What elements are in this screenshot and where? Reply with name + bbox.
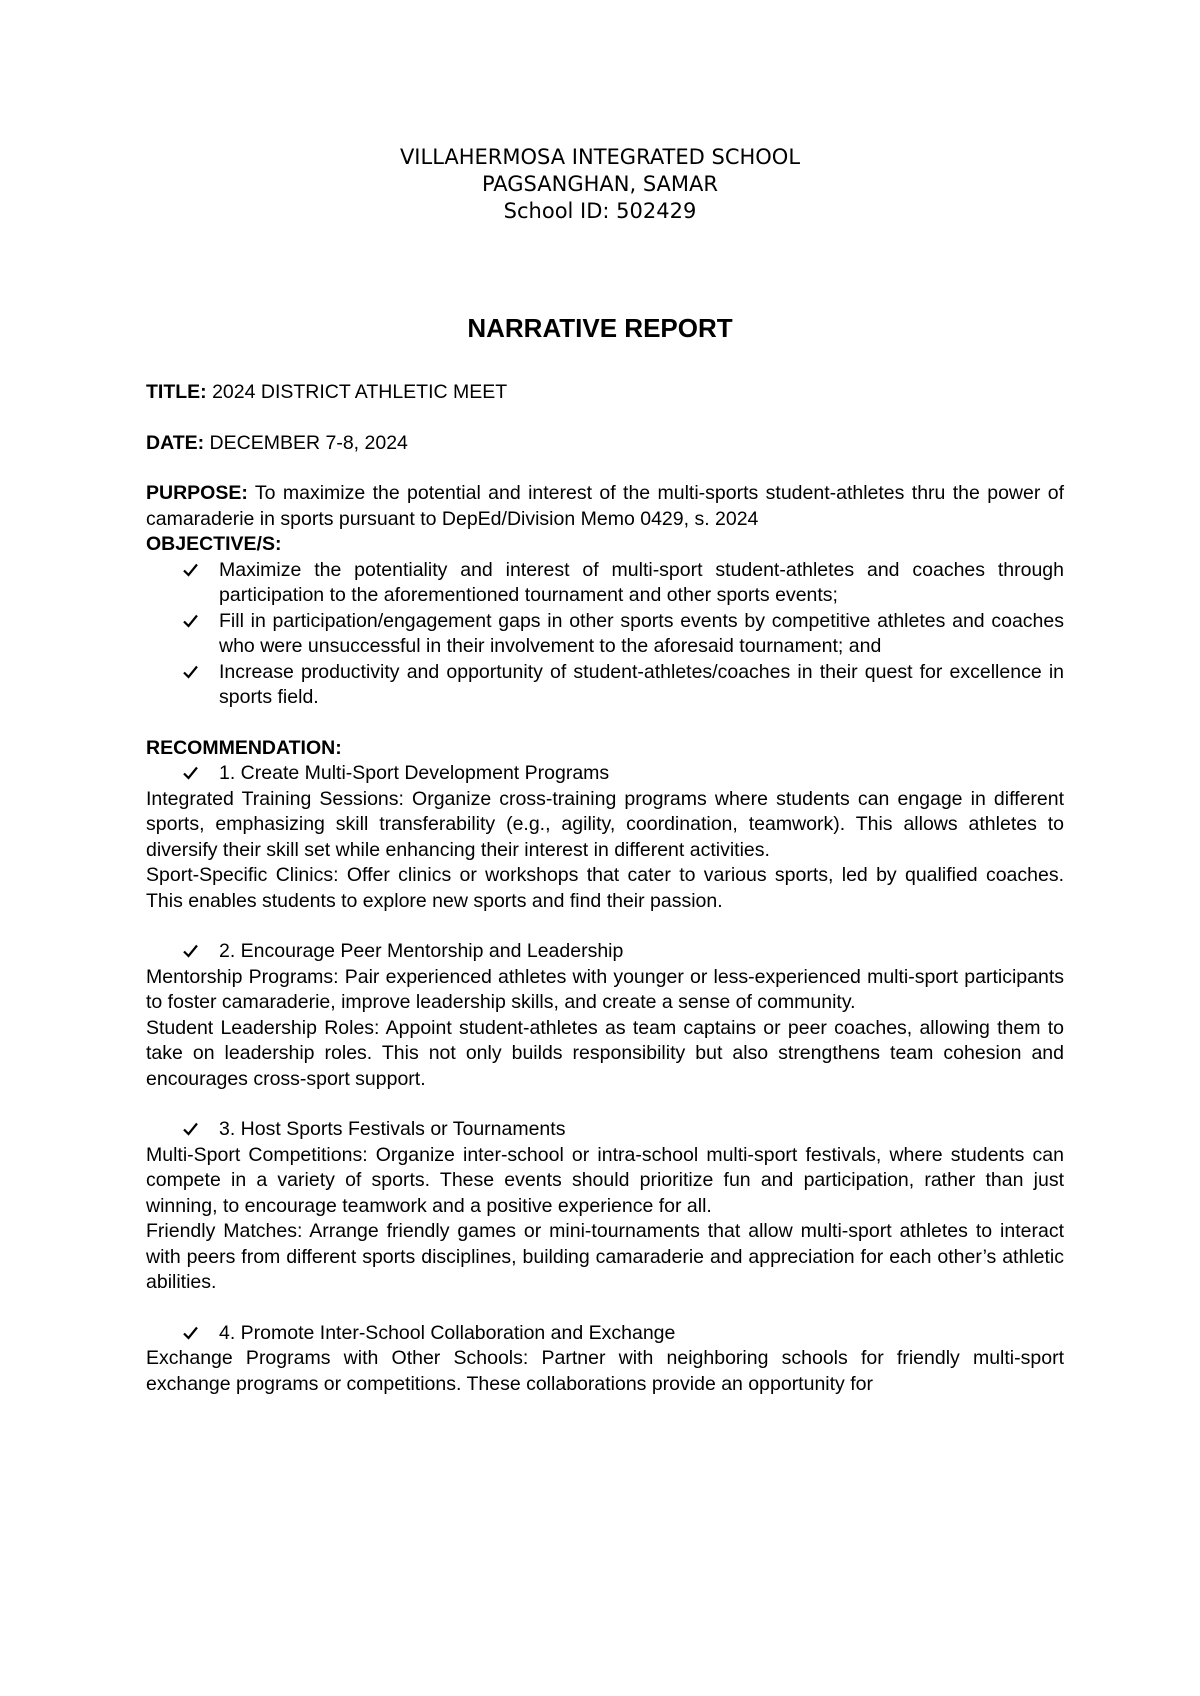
recommendation-paragraph: Mentorship Programs: Pair experienced athletes with younger or less-experienced multi-sport participants to foster camaraderie, improve leadership skills, and create a sense of community. — [146, 965, 1064, 1013]
recommendation-paragraph: Exchange Programs with Other Schools: Partner with neighboring schools for friendly multi-sport exchange programs or competitions. These collaborations provide an opportunity for — [146, 1347, 1064, 1395]
checkmark-icon — [183, 660, 198, 679]
list-item — [146, 660, 1064, 711]
school-id: School ID: 502429 — [503, 199, 697, 223]
recommendation-paragraph: Sport-Specific Clinics: Offer clinics or workshops that cater to various sports, led by qualified coaches. This enables students to explore new sports and find their passion. — [146, 864, 1064, 912]
report-body — [146, 380, 1064, 1422]
title-field — [146, 380, 1064, 406]
checkmark-icon — [183, 1117, 198, 1136]
recommendation-title-text: 2. Encourage Peer Mentorship and Leadership — [219, 940, 624, 962]
checkmark-icon — [183, 558, 198, 577]
recommendation-paragraph: Student Leadership Roles: Appoint student-athletes as team captains or peer coaches, allowing them to take on leadership roles. This not only builds responsibility but also strengthens team cohesion and encourages cross-sport support. — [146, 1016, 1064, 1090]
objective-text: Increase productivity and opportunity of student-athletes/coaches in their quest for excellence in sports field. — [219, 660, 1064, 708]
list-item — [146, 609, 1064, 660]
checkmark-icon — [183, 761, 198, 780]
purpose-field — [146, 481, 1064, 532]
objective-text: Fill in participation/engagement gaps in other sports events by competitive athletes and coaches who were unsuccessful in their involvement to the aforesaid tournament; and — [219, 609, 1064, 657]
recommendation-paragraph: Multi-Sport Competitions: Organize inter-school or intra-school multi-sport festivals, where students can compete in a variety of sports. These events should prioritize fun and participation, rather than just winning, to encourage teamwork and a positive experience for all. — [146, 1143, 1064, 1217]
recommendation-2 — [146, 939, 1064, 1092]
recommendation-title — [146, 939, 1064, 965]
title-value: 2024 DISTRICT ATHLETIC MEET — [206, 381, 508, 403]
objectives-list — [146, 558, 1064, 711]
recommendation-paragraph: Integrated Training Sessions: Organize cross-training programs where students can engage in different sports, emphasizing skill transferability (e.g., agility, coordination, teamwork). This allows athletes to diversify their skill set while enhancing their interest in different activities. — [146, 787, 1064, 861]
date-label: DATE: — [146, 431, 205, 454]
list-item — [146, 558, 1064, 609]
objective-text: Maximize the potentiality and interest of multi-sport student-athletes and coaches through participation to the aforementioned tournament and other sports events; — [219, 558, 1064, 606]
recommendation-4 — [146, 1321, 1064, 1398]
purpose-label: PURPOSE: — [146, 482, 248, 504]
recommendation-title-text: 4. Promote Inter-School Collaboration and Exchange — [219, 1321, 676, 1344]
date-value: DECEMBER 7-8, 2024 — [204, 431, 408, 454]
recommendation-title-text: 3. Host Sports Festivals or Tournaments — [219, 1118, 566, 1140]
recommendation-1 — [146, 761, 1064, 914]
purpose-value: To maximize the potential and interest of the multi-sports student-athletes thru the power of camaraderie in sports pursuant to DepEd/Division Memo 0429, s. 2024 — [146, 482, 1064, 530]
date-field — [146, 431, 1064, 457]
recommendation-title — [146, 761, 1064, 787]
checkmark-icon — [183, 939, 198, 958]
recommendation-3 — [146, 1117, 1064, 1296]
school-location: PAGSANGHAN, SAMAR — [481, 172, 719, 196]
recommendation-paragraph: Friendly Matches: Arrange friendly games or mini-tournaments that allow multi-sport athletes to interact with peers from different sports disciplines, building camaraderie and appreciation for each other’s athletic abilities. — [146, 1220, 1064, 1293]
recommendation-heading: RECOMMENDATION: — [146, 736, 342, 759]
checkmark-icon — [183, 1321, 198, 1340]
recommendation-title — [146, 1117, 1064, 1143]
report-title: NARRATIVE REPORT — [467, 313, 733, 343]
school-header — [0, 144, 1200, 225]
title-label: TITLE: — [146, 381, 207, 403]
school-name: VILLAHERMOSA INTEGRATED SCHOOL — [399, 145, 801, 169]
recommendation-title — [146, 1321, 1064, 1347]
objectives-heading: OBJECTIVE/S: — [146, 533, 282, 555]
recommendation-title-text: 1. Create Multi-Sport Development Programs — [219, 762, 610, 784]
checkmark-icon — [183, 609, 198, 628]
